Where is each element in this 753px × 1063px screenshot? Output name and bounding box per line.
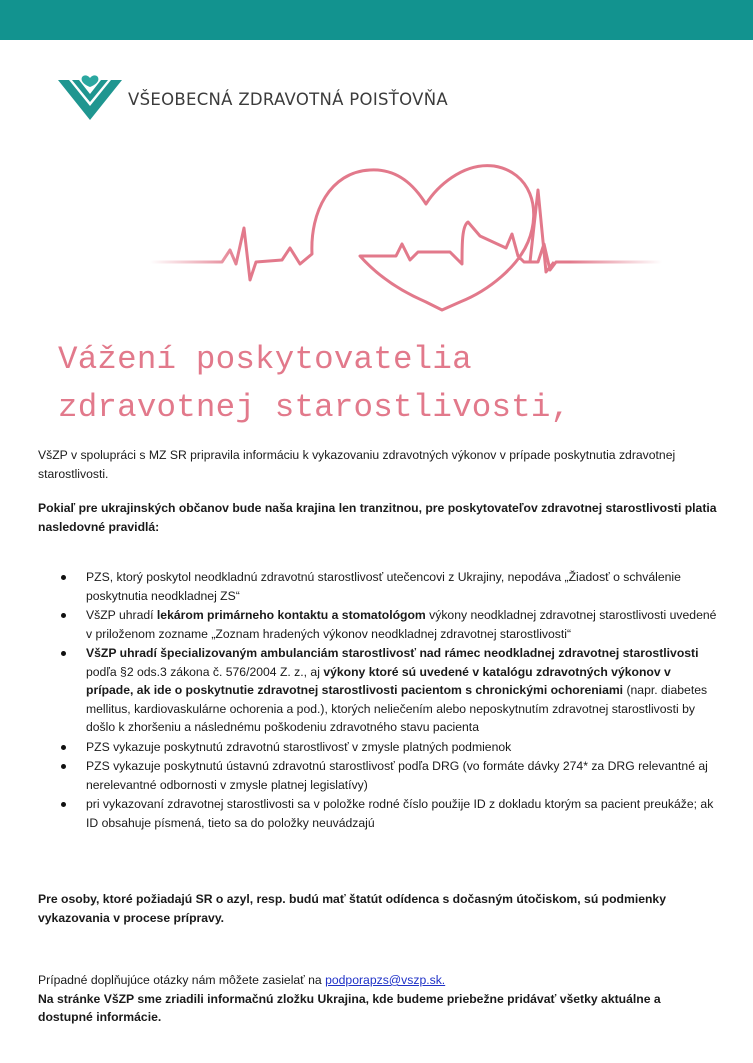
heart-ekg-icon [150,152,662,314]
rule-item [38,644,718,737]
rules-list [38,568,718,832]
intro-paragraph: VšZP v spolupráci s MZ SR pripravila informáciu k vykazovaniu zdravotných výkonov v prípade poskytnutia zdravotnej starostlivosti. [38,448,676,481]
top-banner [0,0,753,40]
rule-3-bold-1: VšZP uhradí špecializovaným ambulanciám starostlivosť nad rámec neodkladnej zdravotnej starostlivosti [86,646,699,660]
rule-item [38,757,718,794]
rule-2-bold: lekárom primárneho kontaktu a stomatológom [156,608,426,622]
rule-item [38,606,718,643]
greeting-line-1: Vážení poskytovatelia [58,341,472,378]
rule-5-text: PZS vykazuje poskytnutú ústavnú zdravotnú starostlivosť podľa DRG (vo formáte dávky 274* za DRG relevantné aj nerelevantné odbornosti v zmysle platnej legislatívy) [86,759,708,792]
rule-item [38,795,718,832]
rule-2-text-end: výkony neodkladnej zdravotnej starostlivosti uvedené v priloženom zozname „Zoznam hradených výkonov neodkladnej zdravotnej starostlivosti“ [86,608,717,641]
rule-1-text: PZS, ktorý poskytol neodkladnú zdravotnú starostlivosť utečencovi z Ukrajiny, nepodáva „Žiadosť o schválenie poskytnutia neodkladnej ZS“ [86,570,681,603]
questions-paragraph [38,971,718,990]
rule-3-text-end: (napr. diabetes mellitus, kardiovaskulárne ochorenia a pod.), ktorých neliečením alebo neposkytnutím zdravotnej starostlivosti by došlo k zhoršeniu a následnému poškodeniu zdravotného stavu pacienta [86,683,708,734]
vszp-logo [56,74,476,124]
asylum-paragraph: Pre osoby, ktoré požiadajú SR o azyl, resp. budú mať štatút odídenca s dočasným útočiskom, sú podmienky vykazovania v procese prípravy. [38,892,666,925]
letter-body [38,446,718,1027]
rule-3-bold-2: výkony ktoré sú uvedené v katalógu zdravotných výkonov v prípade, ak ide o poskytnutie zdravotnej starostlivosti pacientom s chronickými ochoreniami [86,664,671,697]
rule-3-text: podľa §2 ods.3 zákona č. 576/2004 Z. z., aj [86,664,324,679]
rule-6-text: pri vykazovaní zdravotnej starostlivosti sa v položke rodné číslo použije ID z dokladu ktorým sa pacient preukáže; ak ID obsahuje písmená, tieto sa do položky neuvádzajú [86,797,714,830]
rule-item [38,738,718,757]
rule-item [38,568,718,605]
rule-4-text: PZS vykazuje poskytnutú zdravotnú starostlivosť v zmysle platných podmienok [86,739,512,754]
greeting-title [58,336,570,432]
info-paragraph: Na stránke VšZP sme zriadili informačnú zložku Ukrajina, kde budeme priebežne pridávať všetky aktuálne a dostupné informácie. [38,991,661,1024]
brand-name: VŠEOBECNÁ ZDRAVOTNÁ POISŤOVŇA [128,90,448,109]
rules-heading: Pokiaľ pre ukrajinských občanov bude naša krajina len tranzitnou, pre poskytovateľov zdravotnej starostlivosti platia nasledovné pravidlá: [38,501,717,534]
rule-2-text: VšZP uhradí [86,608,157,622]
support-email-link[interactable]: podporapzs@vszp.sk. [325,973,446,987]
greeting-line-2: zdravotnej starostlivosti, [58,389,571,426]
vszp-logo-icon [56,74,126,122]
questions-text: Prípadné doplňujúce otázky nám môžete zasielať na [38,973,326,987]
